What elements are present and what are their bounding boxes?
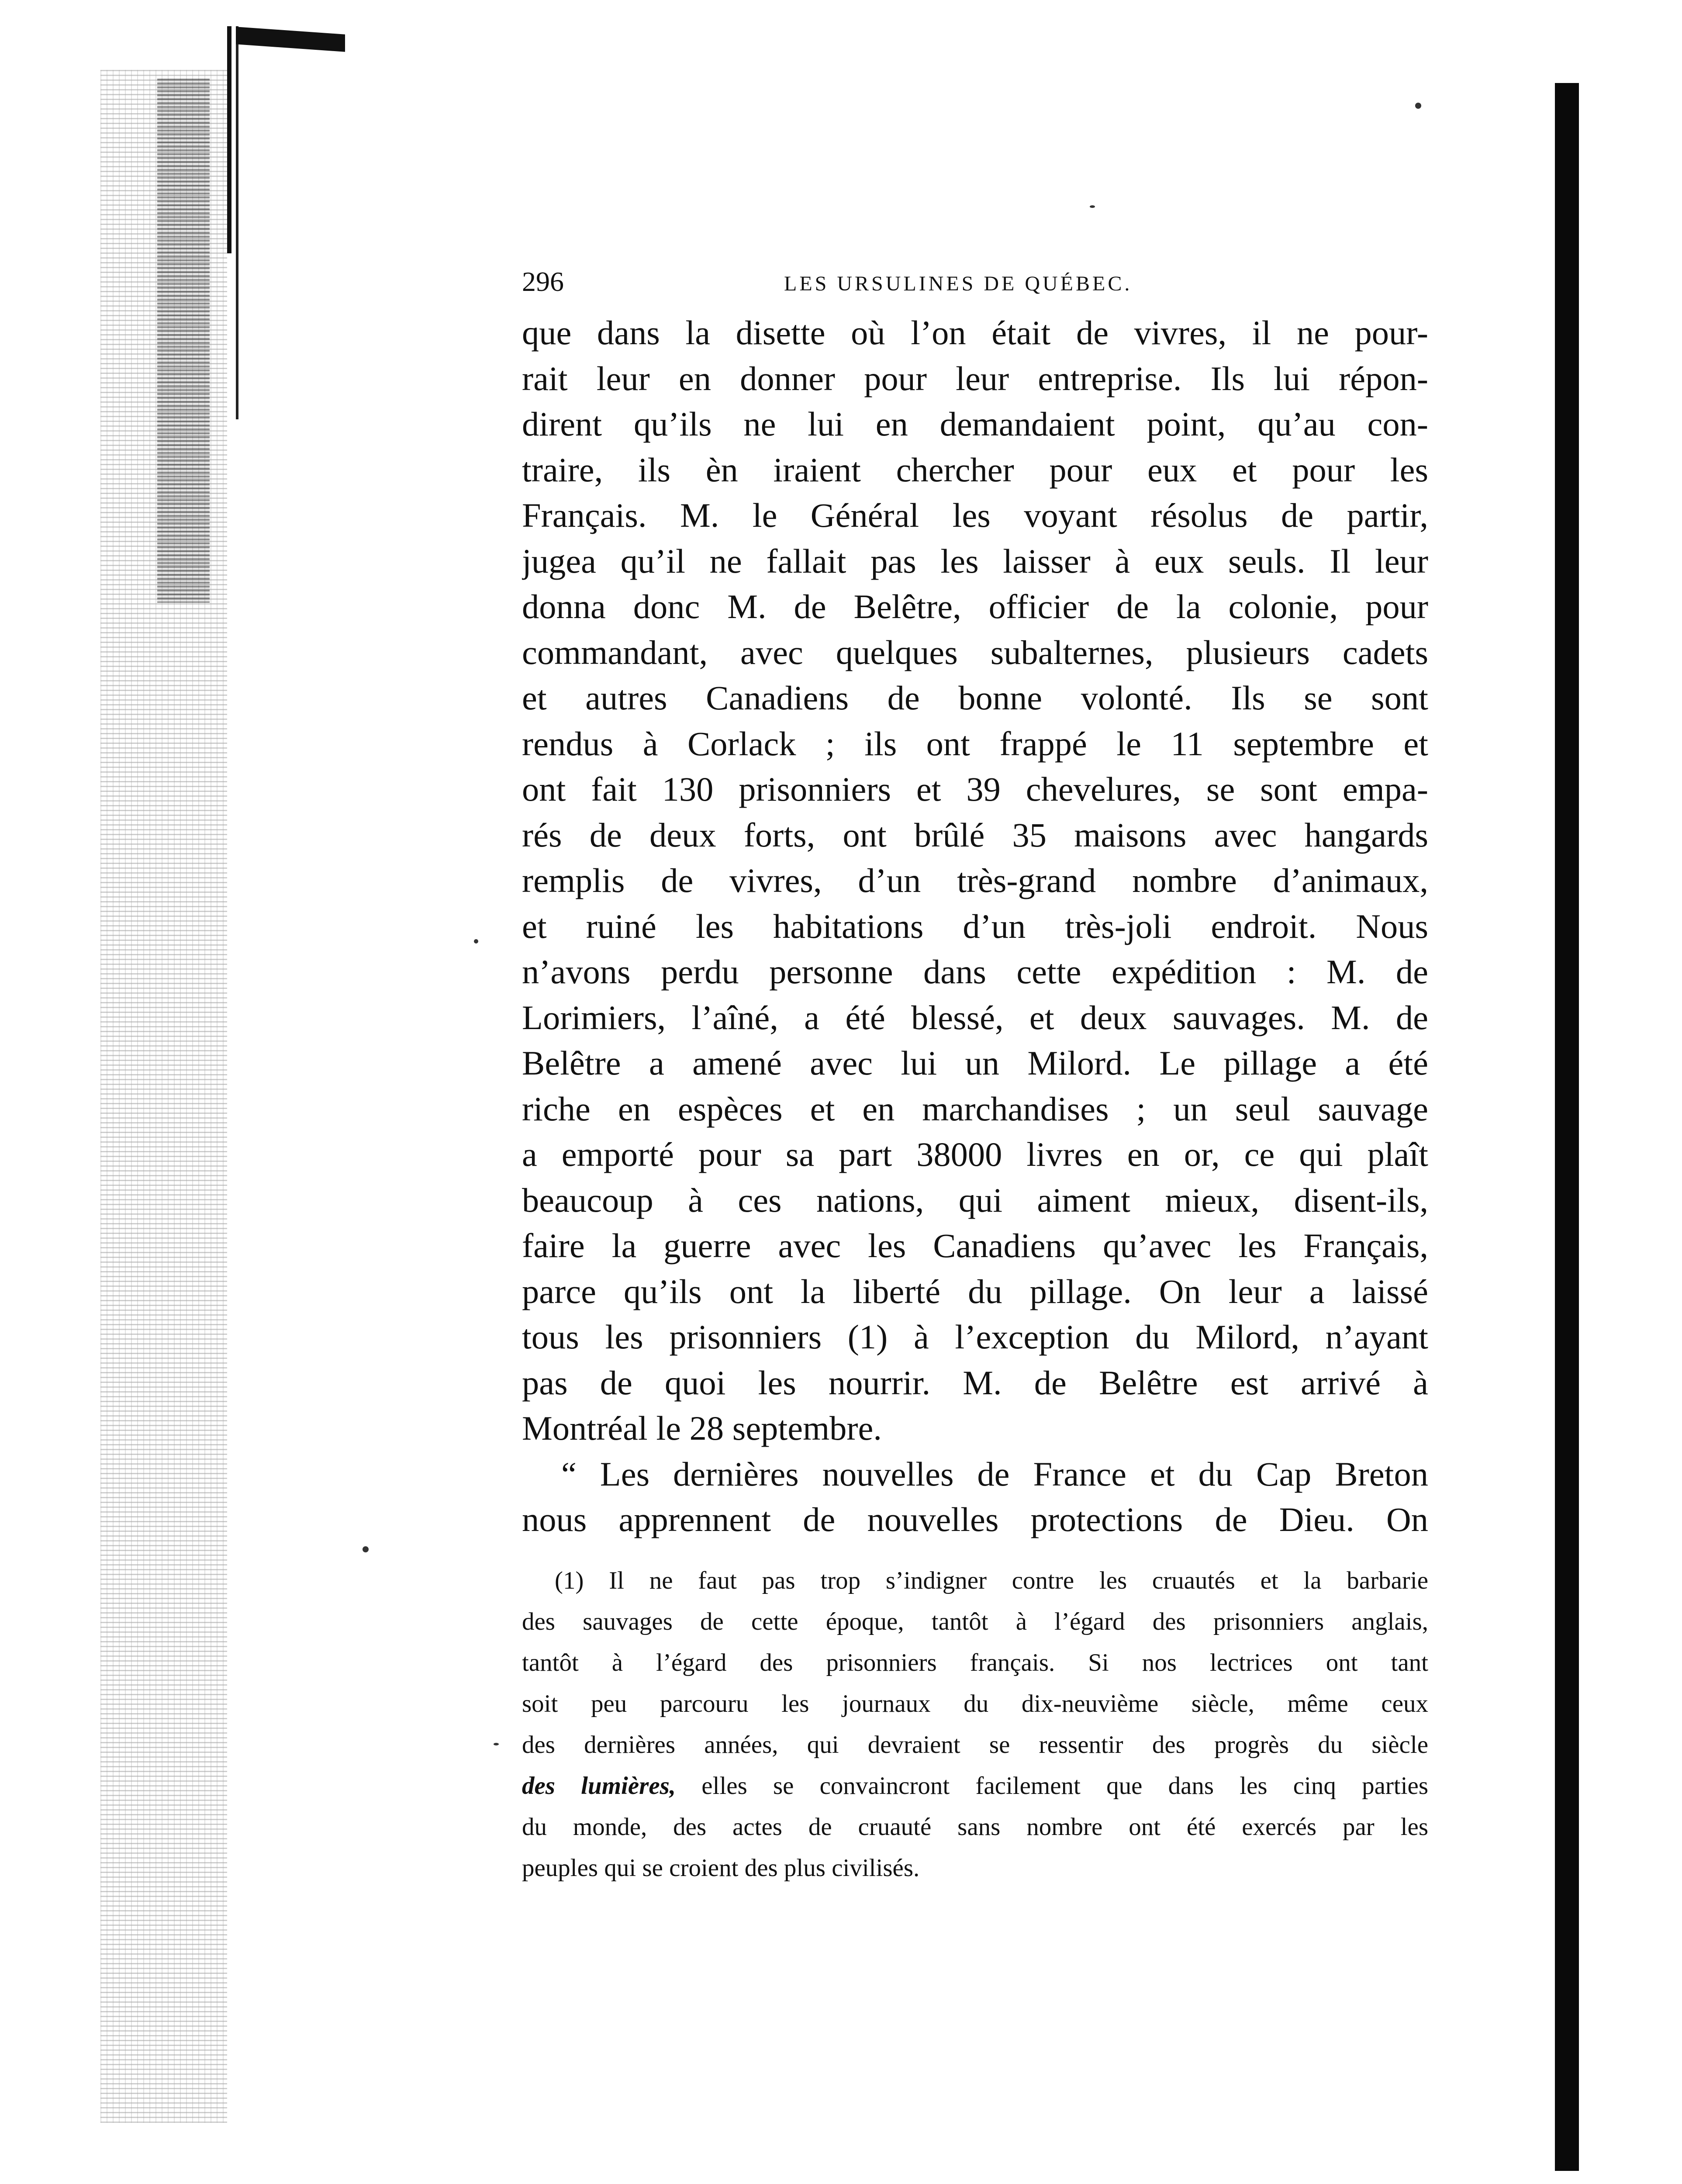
text-line: beaucoup à ces nations, qui aiment mieux, disent-ils, [522, 1181, 1428, 1219]
footnote-line: (1) Il ne faut pas trop s’indigner contre les cruautés et la barbarie [555, 1566, 1428, 1594]
scan-gutter-line [227, 26, 231, 253]
text-line: faire la guerre avec les Canadiens qu’avec les Français, [522, 1227, 1428, 1265]
text-line: n’avons perdu personne dans cette expédition : M. de [522, 953, 1428, 991]
scan-speck [494, 1743, 499, 1745]
scan-top-mark [236, 27, 345, 52]
text-line: Lorimiers, l’aîné, a été blessé, et deux sauvages. M. de [522, 998, 1428, 1037]
scan-speck [1415, 103, 1421, 109]
text-line: Français. M. le Général les voyant résolus de partir, [522, 496, 1428, 534]
text-line: nous apprennent de nouvelles protections de Dieu. On [522, 1500, 1428, 1538]
text-line: a emporté pour sa part 38000 livres en or, ce qui plaît [522, 1135, 1428, 1173]
scan-speck [474, 939, 478, 943]
text-line: parce qu’ils ont la liberté du pillage. On leur a laissé [522, 1272, 1428, 1310]
text-line: rés de deux forts, ont brûlé 35 maisons avec hangards [522, 816, 1428, 854]
scan-speck [363, 1546, 369, 1552]
text-line: jugea qu’il ne fallait pas les laisser à eux seuls. Il leur [522, 542, 1428, 580]
scan-gutter-dense [157, 79, 210, 603]
paragraph [522, 1451, 1428, 1543]
body-text [522, 310, 1428, 1543]
text-line: ont fait 130 prisonniers et 39 chevelures, se sont empa- [522, 770, 1428, 808]
footnote-text: elles se convaincront facilement que dans les cinq parties [676, 1772, 1428, 1800]
text-line: tous les prisonniers (1) à l’exception du Milord, n’ayant [522, 1318, 1428, 1356]
scan-speck [1090, 205, 1095, 208]
footnote-line: des sauvages de cette époque, tantôt à l’égard des prisonniers anglais, [522, 1607, 1428, 1635]
text-line: remplis de vivres, d’un très-grand nombre d’animaux, [522, 861, 1428, 899]
page-number: 296 [522, 266, 564, 297]
text-line: traire, ils èn iraient chercher pour eux et pour les [522, 450, 1428, 489]
footnote-emphasis: des lumières, [522, 1772, 676, 1800]
running-title: LES URSULINES DE QUÉBEC. [784, 272, 1133, 295]
footnote [522, 1560, 1428, 1889]
footnote-line: peuples qui se croient des plus civilisés. [522, 1854, 920, 1882]
footnote-line: des dernières années, qui devraient se ressentir des progrès du siècle [522, 1731, 1428, 1759]
book-page [522, 262, 1428, 1900]
footnote-line: soit peu parcouru les journaux du dix-neuvième siècle, même ceux [522, 1690, 1428, 1717]
text-line: donna donc M. de Belêtre, officier de la colonie, pour [522, 587, 1428, 625]
footnote-line [522, 1766, 1428, 1807]
text-line: rendus à Corlack ; ils ont frappé le 11 septembre et [522, 724, 1428, 763]
footnote-line: du monde, des actes de cruauté sans nombre ont été exercés par les [522, 1813, 1428, 1841]
text-line: dirent qu’ils ne lui en demandaient point, qu’au con- [522, 405, 1428, 443]
text-line: riche en espèces et en marchandises ; un seul sauvage [522, 1089, 1428, 1128]
text-line: commandant, avec quelques subalternes, plusieurs cadets [522, 633, 1428, 671]
paragraph [522, 310, 1428, 1451]
text-line: que dans la disette où l’on était de vivres, il ne pour- [522, 314, 1428, 352]
running-head [522, 262, 1428, 310]
scan-right-edge-bar [1555, 83, 1579, 2171]
text-line: Belêtre a amené avec lui un Milord. Le pillage a été [522, 1044, 1428, 1082]
text-line: et ruiné les habitations d’un très-joli endroit. Nous [522, 907, 1428, 945]
text-line: “ Les dernières nouvelles de France et du Cap Breton [561, 1455, 1428, 1493]
scan-gutter-line-secondary [236, 26, 238, 419]
text-line: rait leur en donner pour leur entreprise. Ils lui répon- [522, 359, 1428, 397]
text-line: Montréal le 28 septembre. [522, 1409, 882, 1447]
text-line: pas de quoi les nourrir. M. de Belêtre est arrivé à [522, 1363, 1428, 1402]
footnote-line: tantôt à l’égard des prisonniers français. Si nos lectrices ont tant [522, 1648, 1428, 1676]
text-line: et autres Canadiens de bonne volonté. Ils se sont [522, 679, 1428, 717]
